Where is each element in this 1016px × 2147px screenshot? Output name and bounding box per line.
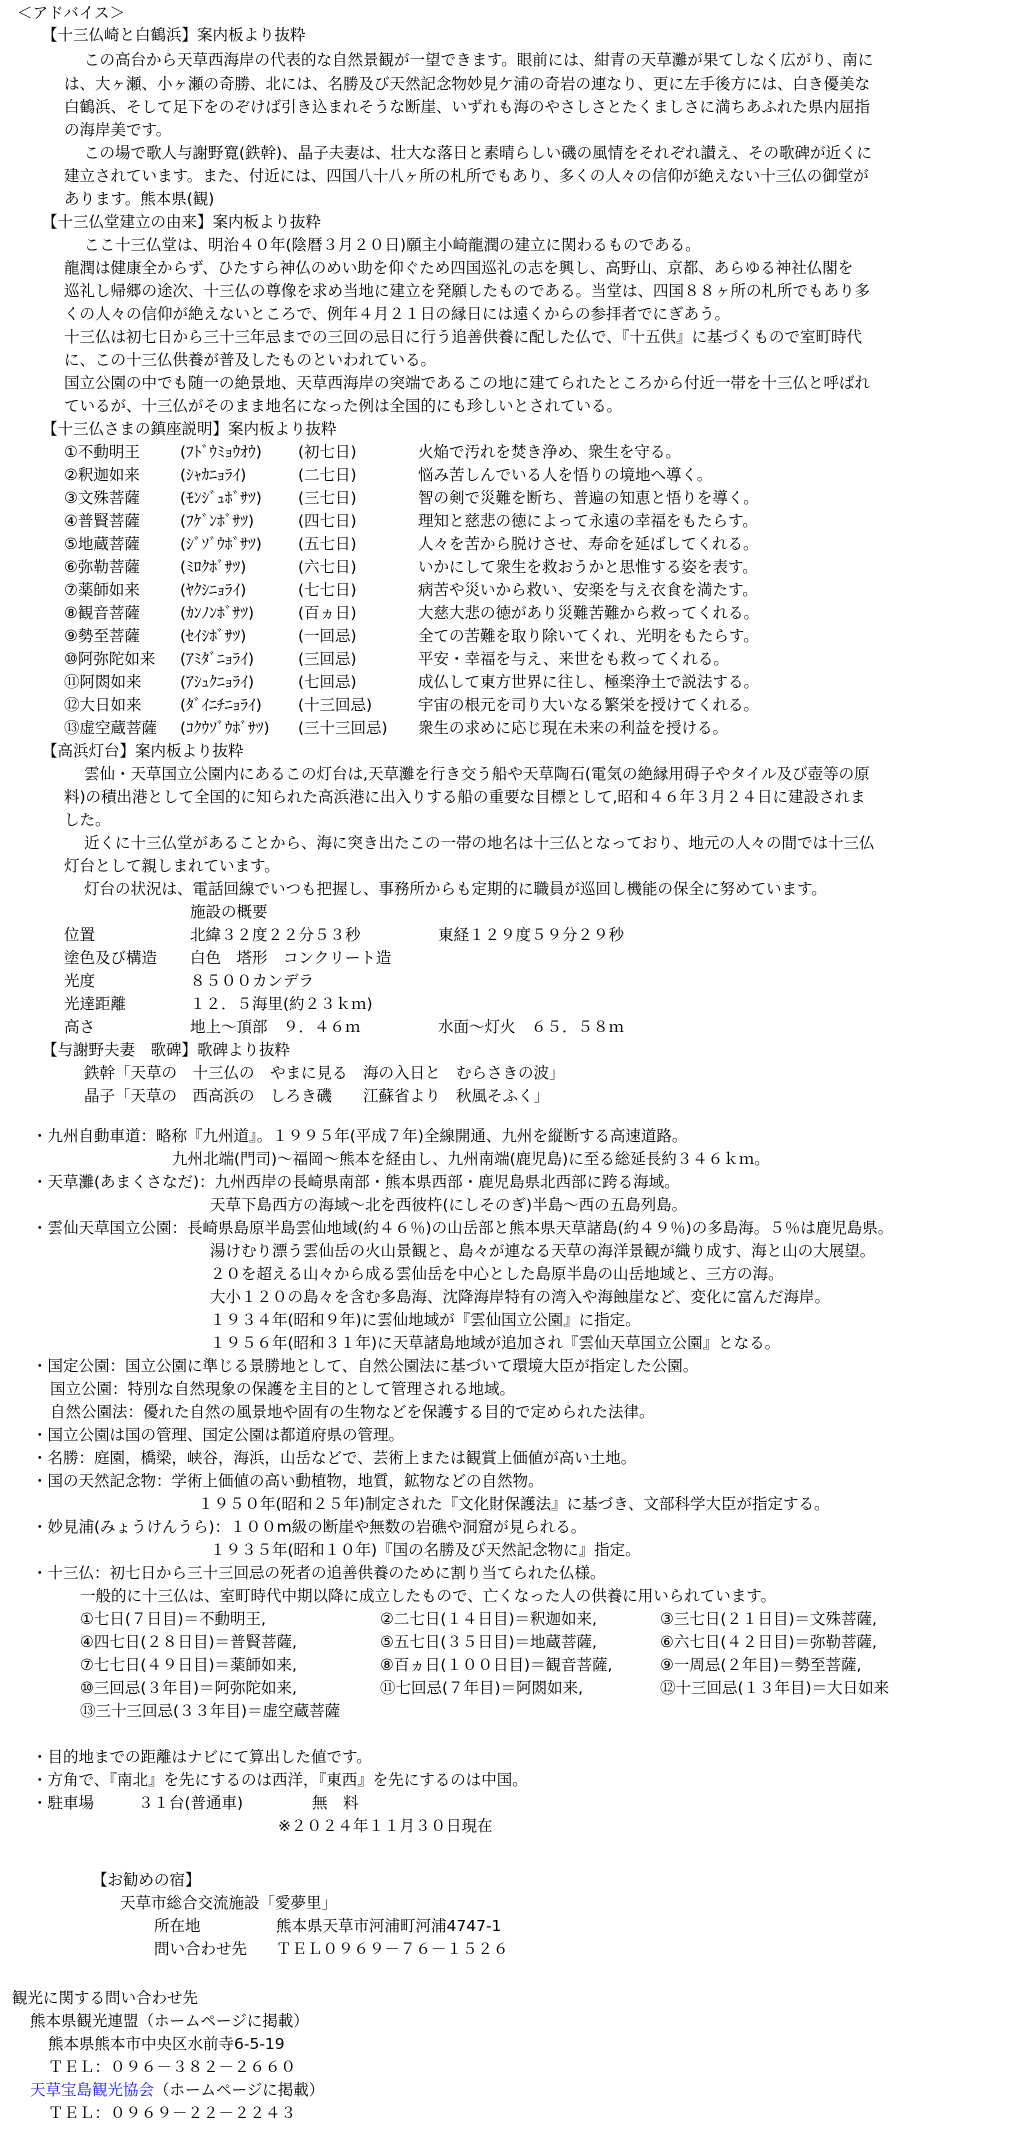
note-line: ２０を超える山々から成る雲仙岳を中心とした島原半島の山岳地域と、三方の海。 — [210, 1265, 784, 1283]
facility-value: 水面～灯火 ６５．５８ｍ — [438, 1018, 625, 1036]
poem-line: 鉄幹「天草の 十三仏の やまに見る 海の入日と むらさきの波」 — [84, 1064, 565, 1082]
buddha-name: ⑦薬師如来 — [64, 581, 140, 599]
buddha-desc: 平安・幸福を与え、来世をも救ってくれる。 — [418, 650, 729, 668]
note-line: １９５０年(昭和２５年)制定された『文化財保護法』に基づき、文部科学大臣が指定する。 — [198, 1495, 830, 1513]
buddha-reading: (ｱｼｭｸﾆｮﾗｲ) — [180, 673, 255, 691]
buddha-name: ④普賢菩薩 — [64, 512, 140, 530]
paragraph-line: した。 — [64, 811, 111, 829]
buddha-desc: 成仏して東方世界に往し、極楽浄土で説法する。 — [418, 673, 760, 691]
paragraph-line: 建立されています。また、付近には、四国八十八ヶ所の札所でもあり、多くの人々の信仰が絶えない十三仏の御堂が — [64, 167, 869, 185]
facility-label: 光度 — [64, 972, 96, 990]
buddha-reading: (ｱﾐﾀﾞﾆｮﾗｲ) — [180, 650, 255, 668]
buddha-day: (三七日) — [298, 489, 357, 507]
buddha-day: (二七日) — [298, 466, 357, 484]
facility-value: 地上～頂部 ９．４６ｍ — [190, 1018, 361, 1036]
note-line: ・国定公園：国立公園に準じる景勝地として、自然公園法に基づいて環境大臣が指定した公園。 — [32, 1357, 699, 1375]
section-heading: 【十三仏崎と白鶴浜】案内板より抜粋 — [42, 26, 306, 44]
facility-value: 北緯３２度２２分５３秒 — [190, 926, 361, 944]
buddha-name: ⑨勢至菩薩 — [64, 627, 140, 645]
buddha-desc: いかにして衆生を救おうかと思惟する姿を表す。 — [418, 558, 758, 576]
inn-name: 天草市総合交流施設「愛夢里」 — [120, 1894, 338, 1912]
paragraph-line: ここ十三仏堂は、明治４０年(陰暦３月２０日)願主小崎龍潤の建立に関わるものである。 — [84, 236, 701, 254]
contact-heading: 観光に関する問い合わせ先 — [12, 1989, 199, 2007]
buddha-day: (十三回忌) — [298, 696, 373, 714]
buddha-desc: 火焔で汚れを焚き浄め、衆生を守る。 — [418, 443, 681, 461]
memorial-item: ②二七日(１４日目)＝釈迦如来, — [380, 1610, 597, 1628]
paragraph-line: 灯台として親しまれています。 — [64, 857, 280, 875]
section-heading: 【与謝野夫妻 歌碑】歌碑より抜粋 — [42, 1041, 291, 1059]
facility-label: 位置 — [64, 926, 96, 944]
buddha-name: ⑥弥勒菩薩 — [64, 558, 140, 576]
facility-label: 高さ — [64, 1018, 96, 1036]
note-line: 自然公園法：優れた自然の風景地や固有の生物などを保護する目的で定められた法律。 — [50, 1403, 655, 1421]
buddha-day: (七回忌) — [298, 673, 357, 691]
note-line: 天草下島西方の海域～北を西彼杵(にしそのぎ)半島～西の五島列島。 — [210, 1196, 688, 1214]
memorial-item: ⑩三回忌(３年目)＝阿弥陀如来, — [80, 1679, 297, 1697]
as-of-date: ※２０２４年１１月３０日現在 — [278, 1817, 493, 1835]
buddha-reading: (ｼﾞｿﾞｳﾎﾞｻﾂ) — [180, 535, 262, 553]
inn-label: 問い合わせ先 — [154, 1940, 248, 1958]
note-line: ・国立公園は国の管理、国定公園は都道府県の管理。 — [32, 1426, 405, 1444]
note-line: ・目的地までの距離はナビにて算出した値です。 — [32, 1748, 372, 1766]
memorial-item: ⑪七回忌(７年目)＝阿閦如来, — [380, 1679, 584, 1697]
buddha-day: (初七日) — [298, 443, 357, 461]
inn-phone: ＴＥＬ０９６９－７６－１５２６ — [276, 1940, 509, 1958]
advice-heading: ＜アドバイス＞ — [17, 4, 126, 22]
paragraph-line: この高台から天草西海岸の代表的な自然景観が一望できます。眼前には、紺青の天草灘が果てしなく広がり、南に — [84, 51, 874, 69]
inn-heading: 【お勧めの宿】 — [92, 1871, 201, 1889]
parking-fee: 無 料 — [312, 1794, 359, 1812]
paragraph-line: 龍潤は健康全からず、ひたすら神仏のめい助を仰ぐため四国巡礼の志を興し、高野山、京都、あらゆる神社仏閣を — [64, 259, 854, 277]
buddha-name: ⑤地蔵菩薩 — [64, 535, 140, 553]
buddha-reading: (ｼｬｶﾆｮﾗｲ) — [180, 466, 247, 484]
memorial-item: ⑥六七日(４２日目)＝弥勒菩薩, — [660, 1633, 877, 1651]
buddha-desc: 理知と慈悲の徳によって永遠の幸福をもたらす。 — [418, 512, 758, 530]
buddha-reading: (ﾌｹﾞﾝﾎﾞｻﾂ) — [180, 512, 255, 530]
buddha-desc: 全ての苦難を取り除いてくれ、光明をもたらす。 — [418, 627, 759, 645]
buddha-desc: 人々を苦から脱けさせ、寿命を延ばしてくれる。 — [418, 535, 759, 553]
note-line: 国立公園：特別な自然現象の保護を主目的として管理される地域。 — [50, 1380, 516, 1398]
note-line: ・十三仏：初七日から三十三回忌の死者の追善供養のために割り当てられた仏様。 — [32, 1564, 606, 1582]
paragraph-line: くの人々の信仰が絶えないところで、例年４月２１日の縁日には遠くからの参拝者でにぎあう。 — [64, 305, 731, 323]
buddha-desc: 智の剣で災難を断ち、普遍の知恵と悟りを導く。 — [418, 489, 759, 507]
inn-label: 所在地 — [154, 1917, 201, 1935]
paragraph-line: この場で歌人与謝野寛(鉄幹)、晶子夫妻は、壮大な落日と素晴らしい磯の風情をそれぞれ讃え、その歌碑が近くに — [84, 144, 873, 162]
buddha-day: (百ヵ日) — [298, 604, 357, 622]
contact-org: 熊本県観光連盟（ホームページに掲載） — [30, 2012, 309, 2030]
facility-label: 塗色及び構造 — [64, 949, 158, 967]
paragraph-line: 白鶴浜、そして足下をのぞけば引き込まれそうな断崖、いずれも海のやさしさとたくましさに満ちあふれた県内屈指 — [64, 98, 871, 116]
buddha-name: ⑧観音菩薩 — [64, 604, 140, 622]
facility-heading: 施設の概要 — [190, 903, 268, 921]
buddha-desc: 病苦や災いから救い、安楽を与え衣食を満たす。 — [418, 581, 758, 599]
section-heading: 【十三仏さまの鎮座説明】案内板より抜粋 — [42, 420, 337, 438]
memorial-item: ①七日(７日目)＝不動明王, — [80, 1610, 266, 1628]
paragraph-line: 巡礼し帰郷の途次、十三仏の尊像を求め当地に建立を発願したものである。当堂は、四国８８ヶ所の札所でもあり多 — [64, 282, 871, 300]
poem-line: 晶子「天草の 西高浜の しろき磯 江蘇省より 秋風そふく」 — [84, 1087, 550, 1105]
paragraph-line: ているが、十三仏がそのまま地名になった例は全国的にも珍しいとされている。 — [64, 397, 623, 415]
memorial-item: ⑬三十三回忌(３３年目)＝虚空蔵菩薩 — [80, 1702, 341, 1720]
paragraph-line: 料)の積出港として全国的に知られた高浜港に出入りする船の重要な目標として,昭和４６年３月２４日に建設されま — [64, 788, 866, 806]
note-line: ・雲仙天草国立公園：長崎県島原半島雲仙地域(約４６％)の山岳部と熊本県天草諸島(約４９％)の多島海。５％は鹿児島県。 — [32, 1219, 894, 1237]
memorial-item: ⑨一周忌(２年目)＝勢至菩薩, — [660, 1656, 862, 1674]
parking-count: ３１台(普通車) — [138, 1794, 244, 1812]
buddha-reading: (ﾔｸｼﾆｮﾗｲ) — [180, 581, 247, 599]
buddha-day: (七七日) — [298, 581, 357, 599]
facility-value: ８５００カンデラ — [190, 972, 315, 990]
section-heading: 【高浜灯台】案内板より抜粋 — [42, 742, 244, 760]
facility-value: 白色 塔形 コンクリート造 — [190, 949, 392, 967]
facility-value: １２．５海里(約２３ｋｍ) — [190, 995, 373, 1013]
note-line: ・国の天然記念物：学術上価値の高い動植物，地質，鉱物などの自然物。 — [32, 1472, 544, 1490]
paragraph-line: 国立公園の中でも随一の絶景地、天草西海岸の突端であるこの地に建てられたところから付近一帯を十三仏と呼ばれ — [64, 374, 871, 392]
buddha-reading: (ﾌﾄﾞｳﾐｮｳｵｳ) — [180, 443, 262, 461]
contact-note: （ホームページに掲載） — [154, 2081, 325, 2099]
paragraph-line: 近くに十三仏堂があることから、海に突き出たこの一帯の地名は十三仏となっており、地元の人々の間では十三仏 — [84, 834, 875, 852]
contact-phone: ＴＥＬ：０９６９－２２－２２４３ — [48, 2104, 297, 2122]
facility-label: 光達距離 — [64, 995, 127, 1013]
parking-label: ・駐車場 — [32, 1794, 95, 1812]
buddha-name: ⑪阿閦如来 — [64, 673, 142, 691]
buddha-reading: (ﾓﾝｼﾞｭﾎﾞｻﾂ) — [180, 489, 262, 507]
buddha-day: (三回忌) — [298, 650, 357, 668]
contact-org-row — [30, 2079, 324, 2101]
facility-value: 東経１２９度５９分２９秒 — [438, 926, 625, 944]
note-line: 湯けむり漂う雲仙岳の火山景観と、島々が連なる天草の海洋景観が織り成す、海と山の大展望。 — [210, 1242, 876, 1260]
buddha-desc: 大慈大悲の徳があり災難苦難から救ってくれる。 — [418, 604, 760, 622]
paragraph-line: に、この十三仏供養が普及したものといわれている。 — [64, 351, 437, 369]
paragraph-line: の海岸美です。 — [64, 121, 172, 139]
memorial-item: ③三七日(２１日目)＝文殊菩薩, — [660, 1610, 877, 1628]
note-line: 九州北端(門司)～福岡～熊本を経由し、九州南端(鹿児島)に至る総延長約３４６ｋｍ。 — [172, 1150, 770, 1168]
memorial-item: ⑧百ヵ日(１００日目)＝観音菩薩, — [380, 1656, 613, 1674]
buddha-reading: (ｶﾝﾉﾝﾎﾞｻﾂ) — [180, 604, 255, 622]
memorial-item: ⑤五七日(３５日目)＝地蔵菩薩, — [380, 1633, 597, 1651]
note-line: １９３４年(昭和９年)に雲仙地域が『雲仙国立公園』に指定。 — [210, 1311, 641, 1329]
buddha-desc: 悩み苦しんでいる人を悟りの境地へ導く。 — [418, 466, 713, 484]
note-line: 一般的に十三仏は、室町時代中期以降に成立したもので、亡くなった人の供養に用いられています。 — [80, 1587, 776, 1605]
paragraph-line: 十三仏は初七日から三十三年忌までの三回の忌日に行う追善供養に配した仏で、『十五供』に基づくもので室町時代 — [64, 328, 862, 346]
buddha-name: ⑫大日如来 — [64, 696, 142, 714]
note-line: ・九州自動車道：略称『九州道』。１９９５年(平成７年)全線開通、九州を縦断する高速道路。 — [32, 1127, 688, 1145]
note-line: １９５６年(昭和３１年)に天草諸島地域が追加され『雲仙天草国立公園』となる。 — [210, 1334, 781, 1352]
buddha-day: (一回忌) — [298, 627, 357, 645]
buddha-row — [64, 441, 140, 463]
buddha-name: ②釈迦如来 — [64, 466, 140, 484]
section-heading: 【十三仏堂建立の由来】案内板より抜粋 — [42, 213, 322, 231]
memorial-item: ⑦七七日(４９日目)＝薬師如来, — [80, 1656, 297, 1674]
paragraph-line: 雲仙・天草国立公園内にあるこの灯台は,天草灘を行き交う船や天草陶石(電気の絶縁用碍子やタイル及び壺等の原 — [84, 765, 870, 783]
buddha-reading: (ｺｸｳｿﾞｳﾎﾞｻﾂ) — [180, 719, 270, 737]
buddha-reading: (ﾀﾞｲﾆﾁﾆｮﾗｲ) — [180, 696, 262, 714]
contact-address: 熊本県熊本市中央区水前寺6-5-19 — [48, 2035, 285, 2053]
buddha-day: (三十三回忌) — [298, 719, 388, 737]
buddha-day: (四七日) — [298, 512, 357, 530]
buddha-name: ⑬虚空蔵菩薩 — [64, 719, 158, 737]
buddha-desc: 宇宙の根元を司り大いなる繁栄を授けてくれる。 — [418, 696, 760, 714]
paragraph-line: 灯台の状況は、電話回線でいつも把握し、事務所からも定期的に職員が巡回し機能の保全に努めています。 — [84, 880, 827, 898]
note-line: ・天草灘(あまくさなだ)：九州西岸の長崎県南部・熊本県西部・鹿児島県北西部に跨る海域。 — [32, 1173, 680, 1191]
buddha-name: ⑩阿弥陀如来 — [64, 650, 156, 668]
tourism-association-link[interactable]: 天草宝島観光協会 — [30, 2081, 155, 2099]
buddha-day: (六七日) — [298, 558, 357, 576]
note-line: １９３５年(昭和１０年)『国の名勝及び天然記念物に』指定。 — [210, 1541, 641, 1559]
buddha-day: (五七日) — [298, 535, 357, 553]
note-line: ・妙見浦(みょうけんうら)：１００m級の断崖や無数の岩礁や洞窟が見られる。 — [32, 1518, 587, 1536]
inn-address: 熊本県天草市河浦町河浦4747-1 — [276, 1917, 502, 1935]
note-line: ・名勝：庭園，橋梁，峡谷，海浜，山岳などで、芸術上または観賞上価値が高い土地。 — [32, 1449, 637, 1467]
memorial-item: ⑫十三回忌(１３年目)＝大日如来 — [660, 1679, 890, 1697]
buddha-reading: (ｾｲｼﾎﾞｻﾂ) — [180, 627, 247, 645]
buddha-name: ①不動明王 — [64, 443, 140, 461]
paragraph-line: あります。熊本県(観) — [64, 190, 215, 208]
note-line: ・方角で、『南北』を先にするのは西洋，『東西』を先にするのは中国。 — [32, 1771, 528, 1789]
buddha-reading: (ﾐﾛｸﾎﾞｻﾂ) — [180, 558, 247, 576]
contact-phone: ＴＥＬ：０９６－３８２－２６６０ — [48, 2058, 297, 2076]
memorial-item: ④四七日(２８日目)＝普賢菩薩, — [80, 1633, 297, 1651]
buddha-name: ③文殊菩薩 — [64, 489, 140, 507]
buddha-desc: 衆生の求めに応じ現在未来の利益を授ける。 — [418, 719, 729, 737]
note-line: 大小１２０の島々を含む多島海、沈降海岸特有の湾入や海蝕崖など、変化に富んだ海岸。 — [210, 1288, 831, 1306]
paragraph-line: は、大ヶ瀬、小ヶ瀬の奇勝、北には、名勝及び天然記念物妙見ケ浦の奇岩の連なり、更に左手後方には、白き優美な — [64, 75, 871, 93]
